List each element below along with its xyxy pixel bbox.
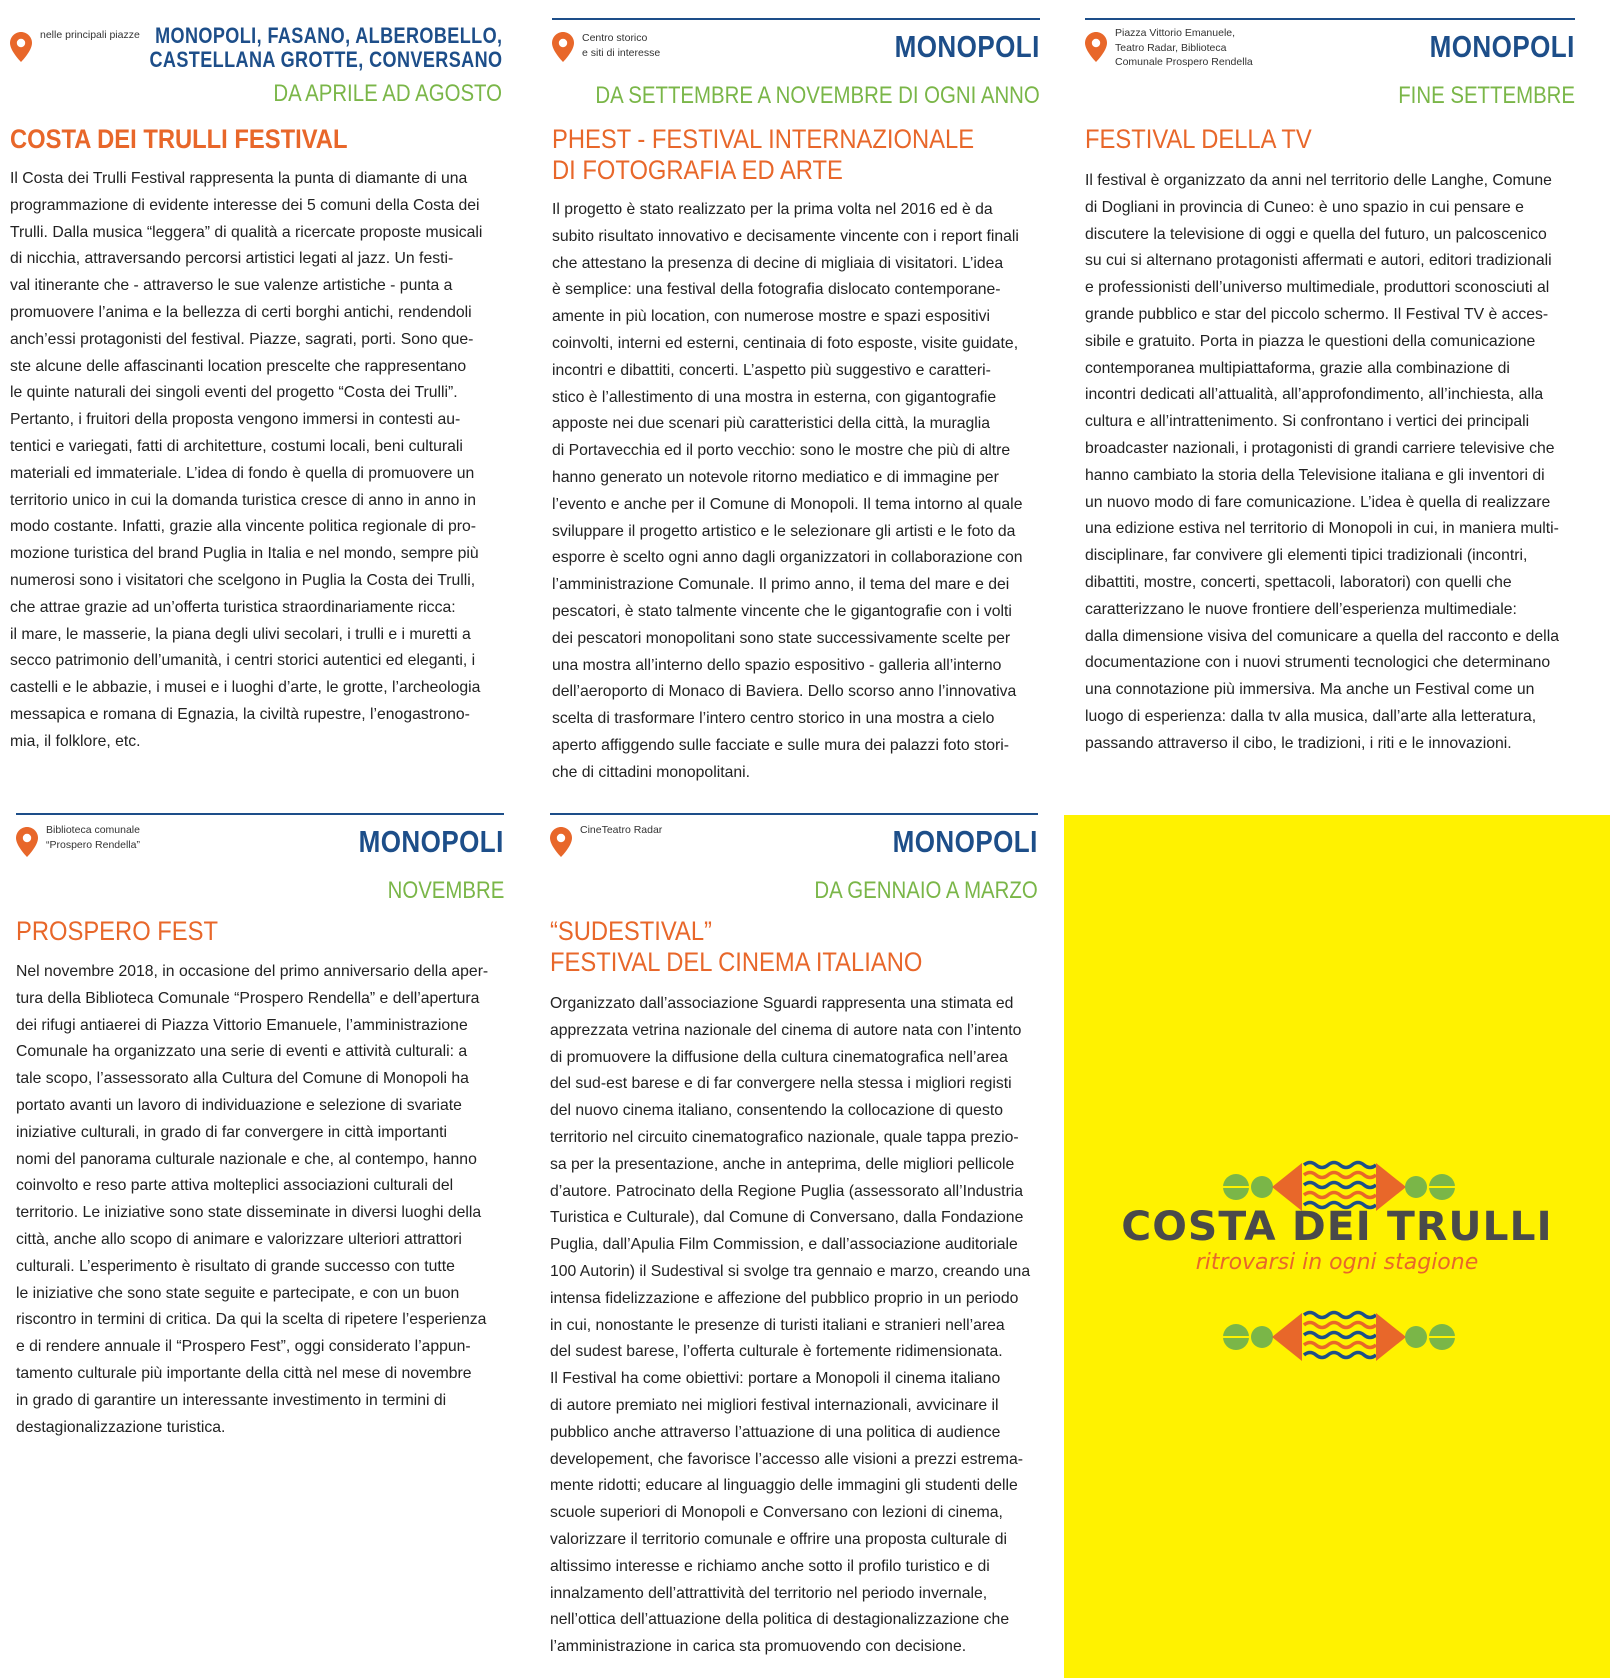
date-label: DA GENNAIO A MARZO <box>814 877 1038 904</box>
date-label: FINE SETTEMBRE <box>1398 82 1575 109</box>
logo-title: COSTA DEI TRULLI <box>1121 1204 1553 1250</box>
event-description: Il Costa dei Trulli Festival rappresenta la punta di diamante di una programmazione di evidente interesse dei 5 comuni della Costa dei Trulli. Dalla musica “leggera” di qualità a ricercate proposte musicali di nicchia, attraversando percorsi artistici legati al jazz. Un festi- val itinerante che - attraverso le sue valenze artistiche - punta a promuovere l’anima e la bellezza di certi borghi antichi, rendendoli anch’essi protagonisti del festival. Piazze, sagrati, porti. Sono que- ste alcune delle affascinanti location prescelte che rappresentano le quinte naturali dei singoli eventi del progetto “Costa dei Trulli”. Pertanto, i fruitori della proposta vengono immersi in contesti au- tentici e variegati, fatti di architetture, costumi locali, beni culturali materiali ed immateriale. L’idea di fondo è quella di promuovere un territorio unico in cui la domanda turistica cresce di anno in anno in modo costante. Infatti, grazie alla vincente politica regionale di pro- mozione turistica del brand Puglia in Italia e nel mondo, sempre più numerosi sono i visitatori che scelgono in Puglia la Costa dei Trulli, che attrae grazie ad un’offerta turistica straordinariamente ricca: il mare, le masserie, la piana degli ulivi secolari, i trulli e i muretti a secco patrimonio dell’umanità, i centri storici autentici ed eleganti, i castelli e le abbazie, i musei e i luoghi d’arte, le grotte, l’archeologia messapica e romana di Egnazia, la civiltà rupestre, l’enogastrono- mia, il folklore, etc. <box>10 170 483 750</box>
date-label: DA SETTEMBRE A NOVEMBRE DI OGNI ANNO <box>595 82 1040 109</box>
logo-subtitle: ritrovarsi in ogni stagione <box>1195 1250 1479 1275</box>
card-rule <box>552 18 1040 20</box>
venue-label: Centro storico e siti di interesse <box>582 32 661 59</box>
location-pin-icon <box>16 827 38 857</box>
event-description: Il progetto è stato realizzato per la prima volta nel 2016 ed è da subito risultato innovativo e decisamente vincente con i report finali che attestano la presenza di decine di migliaia di visitatori. L’idea è semplice: una festival della fotografia dislocato contemporane- amente in più location, con numerose mostre e spazi espositivi coinvolti, interni ed esterni, centinaia di foto esposte, visite guidate, incontri e dibattiti, concerti. L’aspetto più suggestivo e caratteri- stico è l’allestimento di una mostra in esterna, con gigantografie apposte nei due scenari più caratteristici della città, la muraglia di Portavecchia ed il porto vecchio: sono le mostre che più di altre hanno generato un notevole ritorno mediatico e di immagine per l’evento e anche per il Comune di Monopoli. Il tema intorno al quale sviluppare il progetto artistico e le selezionare gli artisti e le foto da esporre è scelto ogni anno dagli organizzatori in collaborazione con l’amministrazione Comunale. Il primo anno, il tema del mare e dei pescatori, è stato talmente vincente che le gigantografie con i volti dei pescatori monopolitani sono state successivamente scelte per una mostra all’interno dello spazio espositivo - galleria all’interno dell’aeroporto di Monaco di Baviera. Dello scorso anno l’innovativa scelta di trasformare l’intero centro storico in una mostra a cielo aperto affiggendo sulle facciate e sulle mura dei palazzi foto stori- che di cittadini monopolitani. <box>552 201 1023 781</box>
city-label: MONOPOLI <box>894 29 1040 64</box>
event-title: PROSPERO FEST <box>16 916 219 946</box>
venue-label: nelle principali piazze <box>40 29 140 41</box>
location-pin-icon <box>10 32 32 62</box>
date-label: NOVEMBRE <box>387 877 504 904</box>
logo-panel <box>1064 815 1610 1678</box>
event-description: Organizzato dall’associazione Sguardi rappresenta una stimata ed apprezzata vetrina nazionale del cinema di autore nata con l’intento di promuovere la diffusione della cultura cinematografica nell’area del sud-est barese e di far convergere nella stessa i migliori registi del nuovo cinema italiano, consentendo la collocazione di questo territorio nel circuito cinematografico nazionale, quale tappa prezio- sa per la presentazione, anche in anteprima, delle migliori pellicole d’autore. Patrocinato della Regione Puglia (assessorato all’Industria Turistica e Culturale), dal Comune di Conversano, dalla Fondazione Puglia, dall’Apulia Film Commission, e dall’associazione auditoriale 100 Autorin) il Sudestival si svolge tra gennaio e marzo, creando una intensa fidelizzazione e affezione del pubblico proprio in un periodo in cui, nonostante le presenze di turisti italiani e stranieri nell’area del sudest barese, l’offerta culturale è fortemente ridimensionata. Il Festival ha come obiettivi: portare a Monopoli il cinema italiano di autore premiato nei migliori festival internazionali, avvicinare il pubblico anche attraverso l’attuazione di una politica di audience developement, che favorisce l’accesso alle visioni a prezzi estrema- mente ridotti; educare al linguaggio delle immagini gli studenti delle scuole superiori di Monopoli e Conversano con lezioni di cinema, valorizzare il territorio comunale e offrire una proposta culturale di altissimo interesse e richiamo anche sotto il profilo turistico e di innalzamento dell’attrattività del territorio nel periodo invernale, nell’ottica dell’attuazione della politica di destagionalizzazione che l’amministrazione in carica sta promuovendo con decisione. <box>550 995 1031 1656</box>
location-pin-icon <box>552 32 574 62</box>
event-description: Nel novembre 2018, in occasione del primo anniversario della aper- tura della Biblioteca Comunale “Prospero Rendella” e dell’apertura dei rifugi antiaerei di Piazza Vittorio Emanuele, l’amministrazione Comunale ha organizzato una serie di eventi e attività culturali: a tale scopo, l’assessorato alla Cultura del Comune di Monopoli ha portato avanti un lavoro di individuazione e selezione di svariate iniziative culturali, in grado di far convergere in città importanti nomi del panorama culturale nazionale e che, al contempo, hanno coinvolto e reso parte attiva molteplici associazioni culturali del territorio. Le iniziative sono state disseminate in diversi luoghi della città, anche allo scopo di animare e valorizzare ulteriori attrattori culturali. L’esperimento è risultato di grande successo con tutte le iniziative che sono state seguite e partecipate, e con un buon riscontro in termini di critica. Da qui la scelta di ripetere l’esperienza e di rendere annuale il “Prospero Fest”, oggi considerato l’appun- tamento culturale più importante della città nel mese di novembre in grado di garantire un interessante investimento in termini di destagionalizzazione turistica. <box>16 963 489 1436</box>
city-label: MONOPOLI <box>1429 29 1575 64</box>
location-pin-icon <box>1085 32 1107 62</box>
city-label: MONOPOLI <box>358 824 504 859</box>
venue-label: Piazza Vittorio Emanuele, Teatro Radar, Biblioteca Comunale Prospero Rendella <box>1115 27 1253 68</box>
event-title: PHEST - FESTIVAL INTERNAZIONALE DI FOTOGRAFIA ED ARTE <box>552 124 975 185</box>
event-title: “SUDESTIVAL” FESTIVAL DEL CINEMA ITALIANO <box>550 916 923 977</box>
card-rule <box>10 18 502 20</box>
event-title: FESTIVAL DELLA TV <box>1085 124 1312 154</box>
card-rule <box>1085 18 1575 20</box>
city-label: MONOPOLI, FASANO, ALBEROBELLO, CASTELLANA GROTTE, CONVERSANO <box>149 23 502 72</box>
venue-label: Biblioteca comunale “Prospero Rendella” <box>46 824 140 851</box>
card-rule <box>550 813 1038 815</box>
city-label: MONOPOLI <box>892 824 1038 859</box>
event-title: COSTA DEI TRULLI FESTIVAL <box>10 124 348 154</box>
location-pin-icon <box>550 827 572 857</box>
card-rule <box>16 813 504 815</box>
venue-label: CineTeatro Radar <box>580 824 663 836</box>
date-label: DA APRILE AD AGOSTO <box>273 80 502 107</box>
event-description: Il festival è organizzato da anni nel territorio delle Langhe, Comune di Dogliani in provincia di Cuneo: è uno spazio in cui pensare e discutere la televisione di oggi e quella del futuro, un palcoscenico su cui si alternano protagonisti affermati e autori, editori tradizionali e professionisti dell’universo multimediale, produttori sconosciuti al grande pubblico e star del piccolo schermo. Il Festival TV è acces- sibile e gratuito. Porta in piazza le questioni della comunicazione contemporanea multipiattaforma, grazie alla combinazione di incontri dedicati all’attualità, all’approfondimento, all’inchiesta, alla cultura e all’intrattenimento. Si confrontano i vertici dei principali broadcaster nazionali, i protagonisti di grandi carriere televisive che hanno cambiato la storia della Televisione italiana e gli inventori di un nuovo modo di fare comunicazione. L’idea è quella di realizzare una edizione estiva nel territorio di Monopoli in cui, in maniera multi- disciplinare, far convivere gli elementi tipici tradizionali (incontri, dibattiti, mostre, concerti, spettacoli, laboratori) con quelli che caratterizzano le nuove frontiere dell’esperienza multimediale: dalla dimensione visiva del comunicare a quella del racconto e della documentazione con i nuovi strumenti tecnologici che determinano una connotazione più immersiva. Ma anche un Festival come un luogo di esperienza: dalla tv alla musica, dall’arte alla letteratura, passando attraverso il cibo, le tradizioni, i riti e le innovazioni. <box>1085 172 1559 752</box>
